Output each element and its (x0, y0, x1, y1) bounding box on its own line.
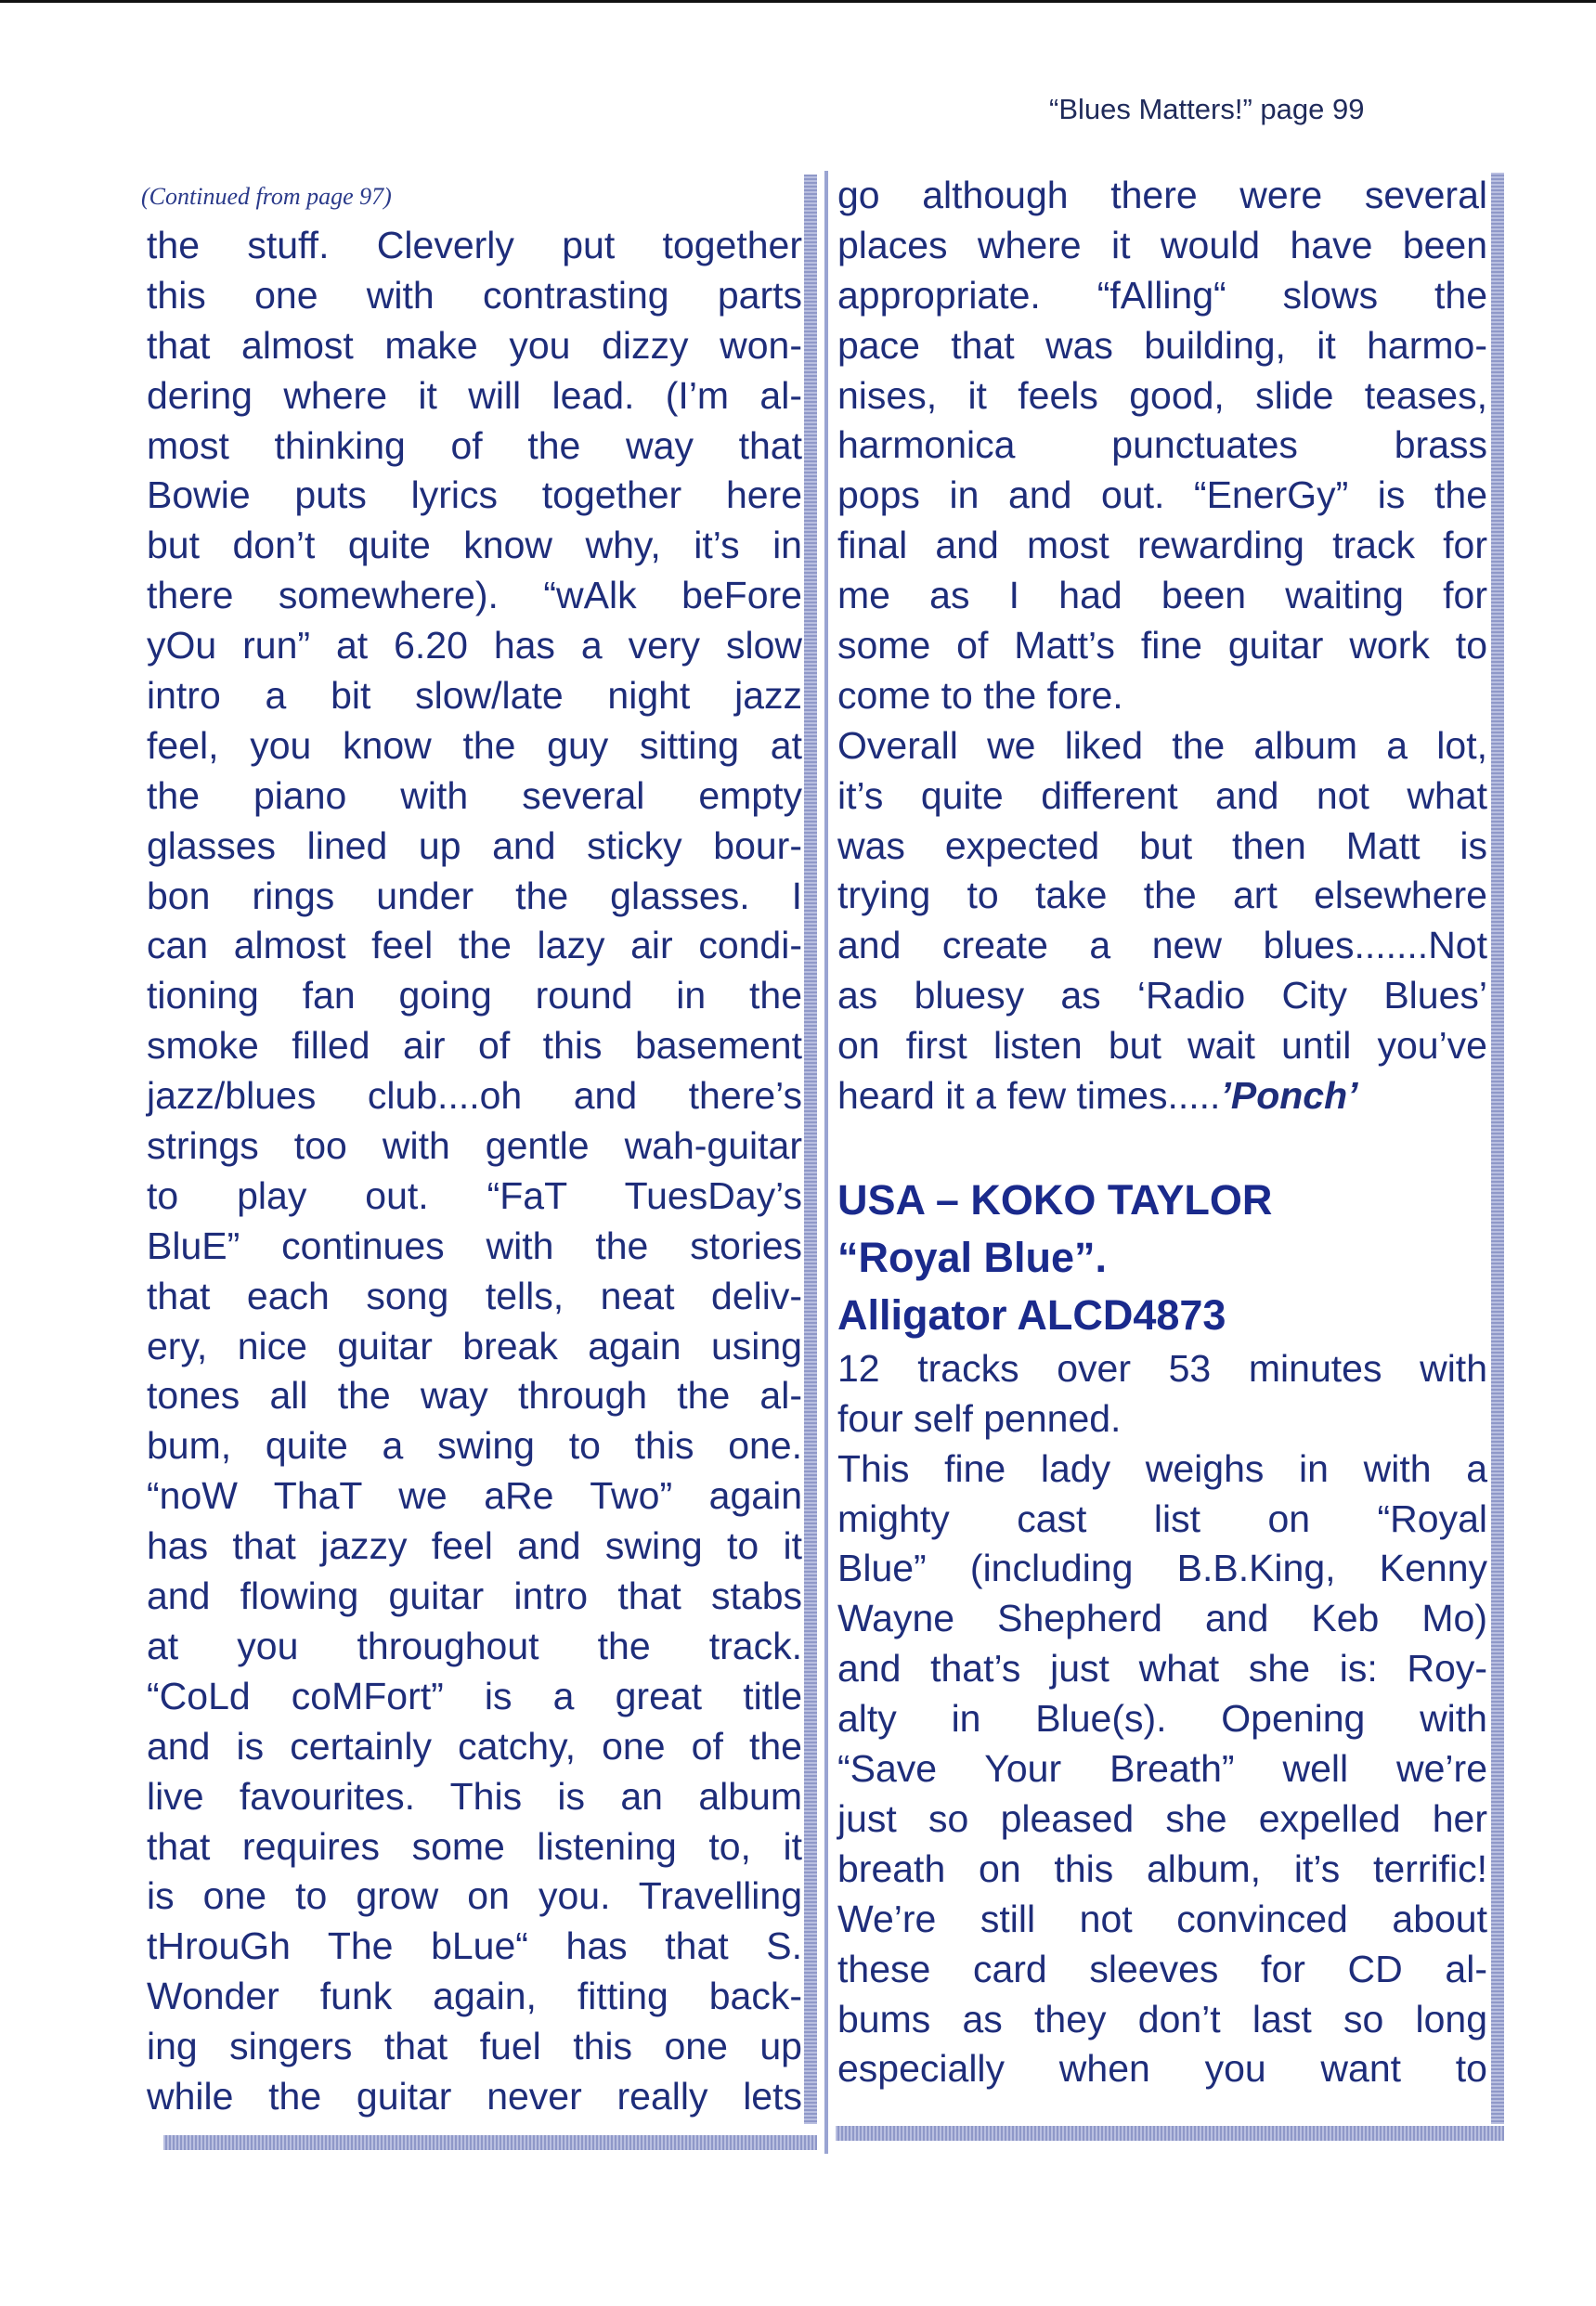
text-line: trying to take the art elsewhere (837, 874, 1487, 917)
text-line: most thinking of the way that (147, 423, 802, 467)
text-line: the stuff. Cleverly put together (147, 224, 802, 266)
text-line: nises, it feels good, slide teases, (837, 373, 1487, 417)
text-line: and create a new blues.......Not (837, 924, 1487, 967)
text-line: come to the fore. (837, 673, 1123, 717)
text-line: harmonica punctuates brass (837, 423, 1487, 467)
reviewer-signature: ’Ponch’ (1220, 1074, 1358, 1118)
right-column-shadow (1491, 173, 1504, 2124)
text-line: tones all the way through the al- (147, 1374, 802, 1418)
text-line: places where it would have been (837, 223, 1487, 266)
text-line: breath on this album, it’s terrific! (837, 1846, 1487, 1890)
text-line: at you throughout the track. (147, 1624, 802, 1667)
text-line: bums as they don’t last so long (837, 1997, 1487, 2040)
text-line: and is certainly catchy, one of the (147, 1724, 802, 1768)
text-line: to play out. “FaT TuesDay’s (147, 1173, 802, 1217)
text-line: just so pleased she expelled her (837, 1796, 1487, 1840)
text-line: while the guitar never really lets (147, 2074, 802, 2118)
text-line: there somewhere). “wAlk beFore (147, 574, 802, 617)
text-line: bon rings under the glasses. I (147, 874, 802, 917)
text-line: was expected but then Matt is (837, 823, 1487, 867)
text-line: yOu run” at 6.20 has a very slow (147, 624, 802, 667)
text-line: especially when you want to (837, 2047, 1487, 2091)
text-line: this one with contrasting parts (147, 273, 802, 317)
text-line: and that’s just what she is: Roy- (837, 1647, 1487, 1691)
text-line: BluE” continues with the stories (147, 1224, 802, 1267)
text-line: This fine lady weighs in with a (837, 1446, 1487, 1490)
text-line: tHrouGh The bLue“ has that S. (147, 1924, 802, 1968)
text-line: dering where it will lead. (I’m al- (147, 373, 802, 417)
text-line: and flowing guitar intro that stabs (147, 1574, 802, 1618)
left-column-shadow (804, 175, 817, 2124)
right-column-bottom-shadow (836, 2126, 1504, 2141)
text-line: has that jazzy feel and swing to it (147, 1524, 802, 1568)
text-line: Overall we liked the album a lot, (837, 723, 1487, 767)
text-line: mighty cast list on “Royal (837, 1496, 1487, 1540)
text-line: Wonder funk again, fitting back- (147, 1975, 802, 2018)
text-line: on first listen but wait until you’ve (837, 1024, 1487, 1068)
text-line: as bluesy as ‘Radio City Blues’ (837, 974, 1487, 1017)
column-divider (824, 171, 828, 2154)
top-border-line (0, 0, 1596, 3)
page-header: “Blues Matters!” page 99 (1049, 93, 1365, 125)
text-line: ery, nice guitar break again using (147, 1324, 802, 1367)
text-line: pops in and out. “EnerGy” is the (837, 473, 1487, 517)
text-line: ing singers that fuel this one up (147, 2025, 802, 2068)
review1-last-text: heard it a few times..... (837, 1074, 1221, 1118)
text-line: that requires some listening to, it (147, 1824, 802, 1868)
text-line: Bowie puts lyrics together here (147, 473, 802, 517)
text-line: strings too with gentle wah-guitar (147, 1124, 802, 1168)
text-line: the piano with several empty (147, 773, 802, 817)
continued-note: (Continued from page 97) (141, 183, 392, 210)
text-line: go although there were several (837, 174, 1487, 216)
text-line: is one to grow on you. Travelling (147, 1874, 802, 1918)
text-line: Blue” (including B.B.King, Kenny (837, 1547, 1487, 1590)
text-line: live favourites. This is an album (147, 1774, 802, 1818)
text-line: some of Matt’s fine guitar work to (837, 624, 1487, 667)
text-line: it’s quite different and not what (837, 773, 1487, 817)
text-line: intro a bit slow/late night jazz (147, 674, 802, 718)
text-line: can almost feel the lazy air condi- (147, 924, 802, 967)
review-heading-album: “Royal Blue”. (837, 1233, 1108, 1281)
text-line: smoke filled air of this basement (147, 1024, 802, 1068)
text-line: final and most rewarding track for (837, 524, 1487, 567)
text-line: bum, quite a swing to this one. (147, 1424, 802, 1468)
review1-last-line (837, 1071, 1487, 1121)
review-heading-label: Alligator ALCD4873 (837, 1290, 1226, 1339)
text-line: these card sleeves for CD al- (837, 1947, 1487, 1990)
text-line: appropriate. “fAlling“ slows the (837, 273, 1487, 317)
text-line: that each song tells, neat deliv- (147, 1274, 802, 1317)
text-line: four self penned. (837, 1396, 1122, 1440)
text-line: 12 tracks over 53 minutes with (837, 1346, 1487, 1390)
left-column-text (147, 221, 802, 2122)
text-line: but don’t quite know why, it’s in (147, 524, 802, 567)
review-heading-artist: USA – KOKO TAYLOR (837, 1175, 1273, 1224)
text-line: feel, you know the guy sitting at (147, 723, 802, 767)
right-column-text (837, 171, 1487, 2094)
text-line: pace that was building, it harmo- (837, 323, 1487, 367)
text-line: We’re still not convinced about (837, 1897, 1487, 1940)
text-line: Wayne Shepherd and Keb Mo) (837, 1597, 1487, 1640)
left-column-bottom-shadow (163, 2135, 817, 2150)
text-line: me as I had been waiting for (837, 574, 1487, 617)
text-line: that almost make you dizzy won- (147, 323, 802, 367)
text-line: jazz/blues club....oh and there’s (147, 1074, 802, 1118)
text-line: alty in Blue(s). Opening with (837, 1697, 1487, 1741)
text-line: “Save Your Breath” well we’re (837, 1747, 1487, 1791)
text-line: “CoLd coMFort” is a great title (147, 1674, 802, 1717)
text-line: tioning fan going round in the (147, 974, 802, 1017)
text-line: “noW ThaT we aRe Two” again (147, 1474, 802, 1518)
text-line: glasses lined up and sticky bour- (147, 823, 802, 867)
